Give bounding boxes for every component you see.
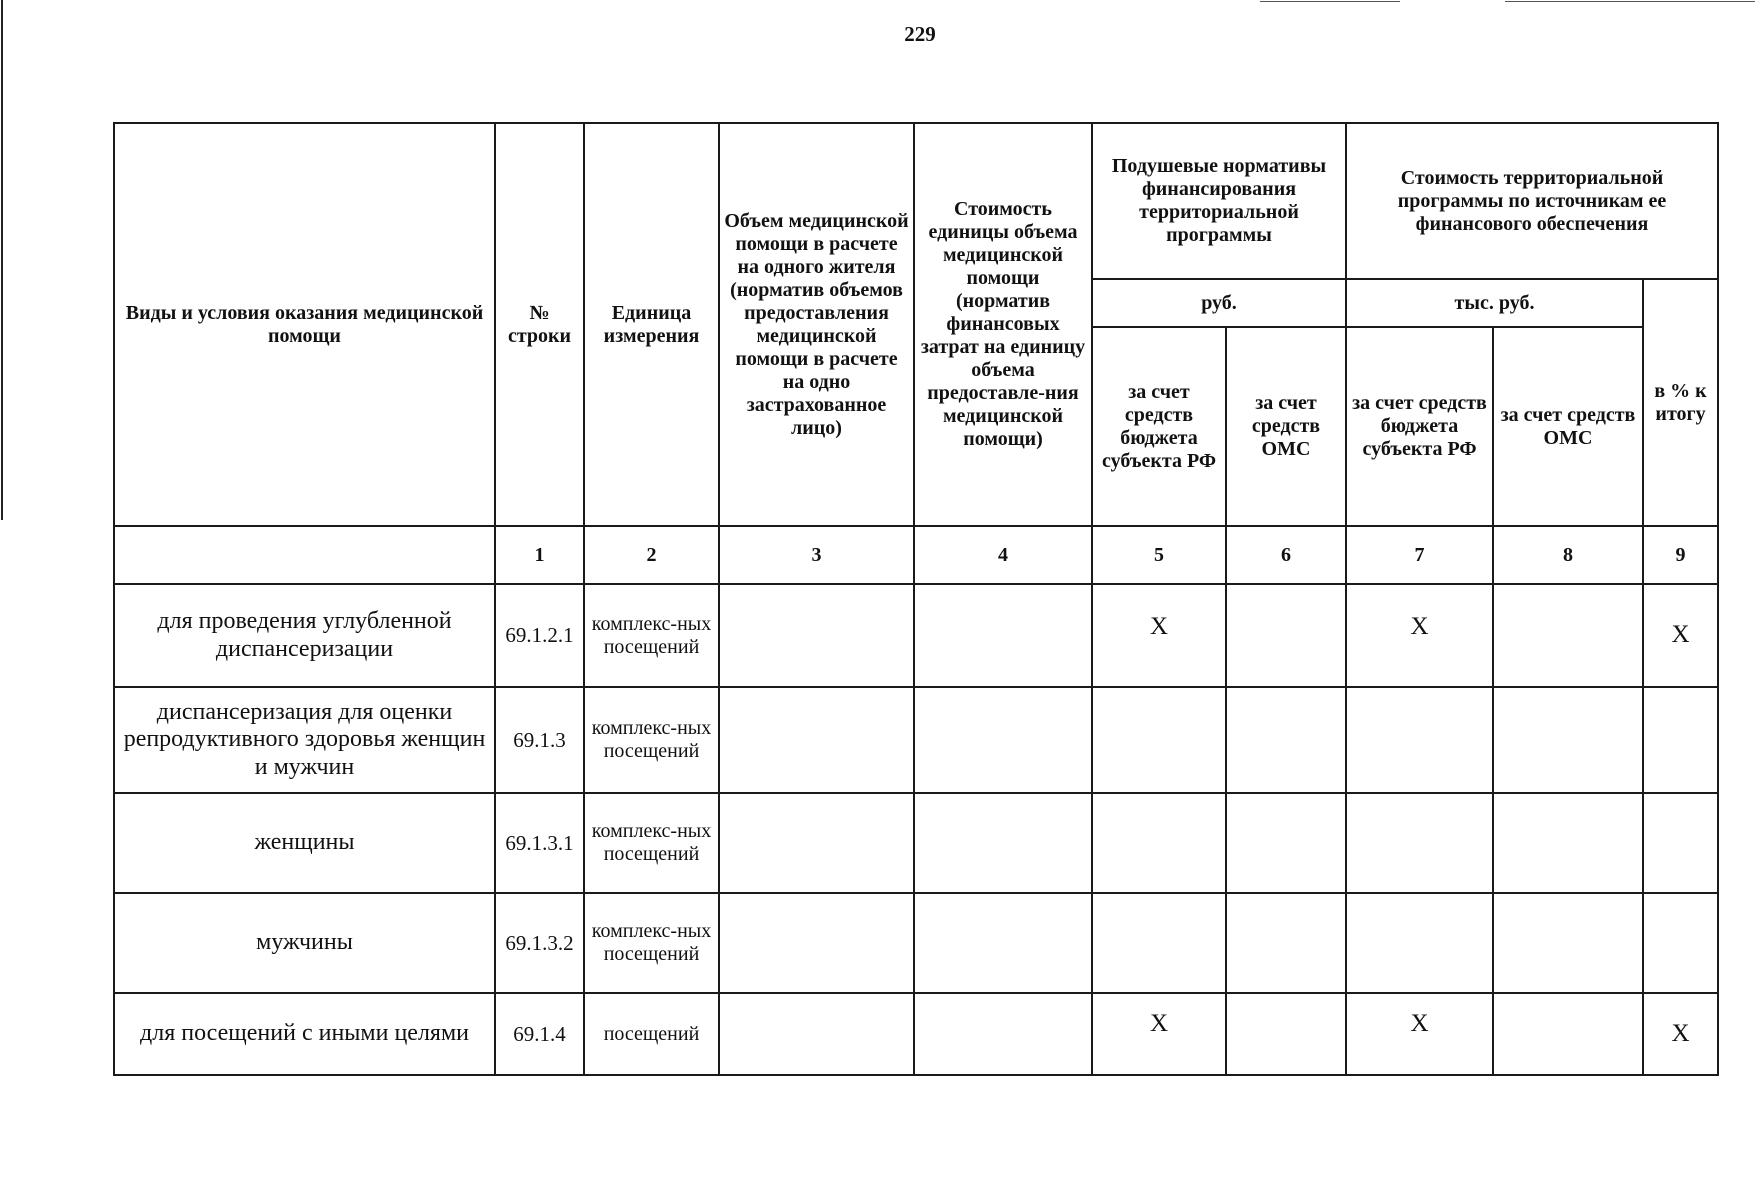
header-unit: Единица измерения: [584, 123, 719, 526]
table-row: [114, 584, 1718, 687]
row-code: 69.1.3: [495, 687, 584, 793]
table-row: [114, 993, 1718, 1075]
header-budget-rub: за счет средств бюджета субъекта РФ: [1092, 327, 1226, 526]
header-thous-rub: тыс. руб.: [1346, 279, 1643, 327]
row-cell-col9: [1643, 793, 1718, 893]
row-cell-col3: [719, 687, 914, 793]
row-cell-col8: [1493, 687, 1643, 793]
header-oms-rub: за счет средств ОМС: [1226, 327, 1346, 526]
row-cell-col9: [1643, 687, 1718, 793]
row-cell-col9: [1643, 893, 1718, 993]
row-unit: комплекс-ных посещений: [584, 584, 719, 687]
row-cell-col5: [1092, 893, 1226, 993]
row-cell-col3: [719, 893, 914, 993]
row-unit: комплекс-ных посещений: [584, 687, 719, 793]
left-margin-line: [1, 0, 3, 520]
row-cell-col6: [1226, 687, 1346, 793]
column-number: [114, 526, 495, 584]
page-number: 229: [904, 22, 936, 46]
row-cell-col7: X: [1346, 993, 1493, 1075]
row-cell-col7: [1346, 893, 1493, 993]
row-unit: комплекс-ных посещений: [584, 793, 719, 893]
column-number-row: [114, 526, 1718, 584]
row-cell-col6: [1226, 584, 1346, 687]
column-number: 4: [914, 526, 1092, 584]
column-number: 6: [1226, 526, 1346, 584]
row-cell-col4: [914, 584, 1092, 687]
row-cell-col5: X: [1092, 993, 1226, 1075]
header-row-1: [114, 123, 1718, 279]
header-budget-thous: за счет средств бюджета субъекта РФ: [1346, 327, 1493, 526]
row-cell-col7: [1346, 687, 1493, 793]
row-cell-col4: [914, 687, 1092, 793]
header-territorial-cost: Стоимость территориальной программы по источникам ее финансового обеспечения: [1346, 123, 1718, 279]
row-cell-col6: [1226, 993, 1346, 1075]
scan-mark: [1505, 1, 1755, 2]
row-cell-col8: [1493, 584, 1643, 687]
row-cell-col4: [914, 993, 1092, 1075]
row-cell-col7: X: [1346, 584, 1493, 687]
row-cell-col6: [1226, 893, 1346, 993]
data-table: [113, 122, 1719, 1076]
row-cell-col8: [1493, 793, 1643, 893]
row-cell-col7: [1346, 793, 1493, 893]
row-cell-col5: X: [1092, 584, 1226, 687]
header-row-number: № строки: [495, 123, 584, 526]
column-number: 3: [719, 526, 914, 584]
header-kinds: Виды и условия оказания медицинской помощи: [114, 123, 495, 526]
column-number: 8: [1493, 526, 1643, 584]
row-cell-col8: [1493, 993, 1643, 1075]
row-cell-col6: [1226, 793, 1346, 893]
header-oms-thous: за счет средств ОМС: [1493, 327, 1643, 526]
column-number: 2: [584, 526, 719, 584]
header-cost: Стоимость единицы объема медицинской помощи (норматив финансовых затрат на единицу объема предоставле-ния медицинской помощи): [914, 123, 1092, 526]
row-cell-col9: X: [1643, 584, 1718, 687]
row-cell-col8: [1493, 893, 1643, 993]
row-cell-col3: [719, 993, 914, 1075]
row-cell-col3: [719, 584, 914, 687]
row-code: 69.1.2.1: [495, 584, 584, 687]
scan-mark: [1260, 1, 1400, 2]
row-code: 69.1.3.2: [495, 893, 584, 993]
table-row: [114, 793, 1718, 893]
table-row: [114, 687, 1718, 793]
row-name: для посещений с иными целями: [114, 993, 495, 1075]
row-code: 69.1.4: [495, 993, 584, 1075]
column-number: 5: [1092, 526, 1226, 584]
header-percent: в % к итогу: [1643, 279, 1718, 526]
row-name: женщины: [114, 793, 495, 893]
table-row: [114, 893, 1718, 993]
row-code: 69.1.3.1: [495, 793, 584, 893]
row-cell-col5: [1092, 687, 1226, 793]
row-cell-col9: X: [1643, 993, 1718, 1075]
header-per-capita: Подушевые нормативы финансирования территориальной программы: [1092, 123, 1346, 279]
row-cell-col4: [914, 793, 1092, 893]
column-number: 9: [1643, 526, 1718, 584]
row-name: мужчины: [114, 893, 495, 993]
row-unit: посещений: [584, 993, 719, 1075]
row-cell-col3: [719, 793, 914, 893]
row-cell-col4: [914, 893, 1092, 993]
header-volume: Объем медицинской помощи в расчете на одного жителя (норматив объемов предоставления медицинской помощи в расчете на одно застрахованное лицо): [719, 123, 914, 526]
column-number: 7: [1346, 526, 1493, 584]
row-name: диспансеризация для оценки репродуктивного здоровья женщин и мужчин: [114, 687, 495, 793]
row-cell-col5: [1092, 793, 1226, 893]
column-number: 1: [495, 526, 584, 584]
row-name: для проведения углубленной диспансеризации: [114, 584, 495, 687]
header-rub: руб.: [1092, 279, 1346, 327]
row-unit: комплекс-ных посещений: [584, 893, 719, 993]
